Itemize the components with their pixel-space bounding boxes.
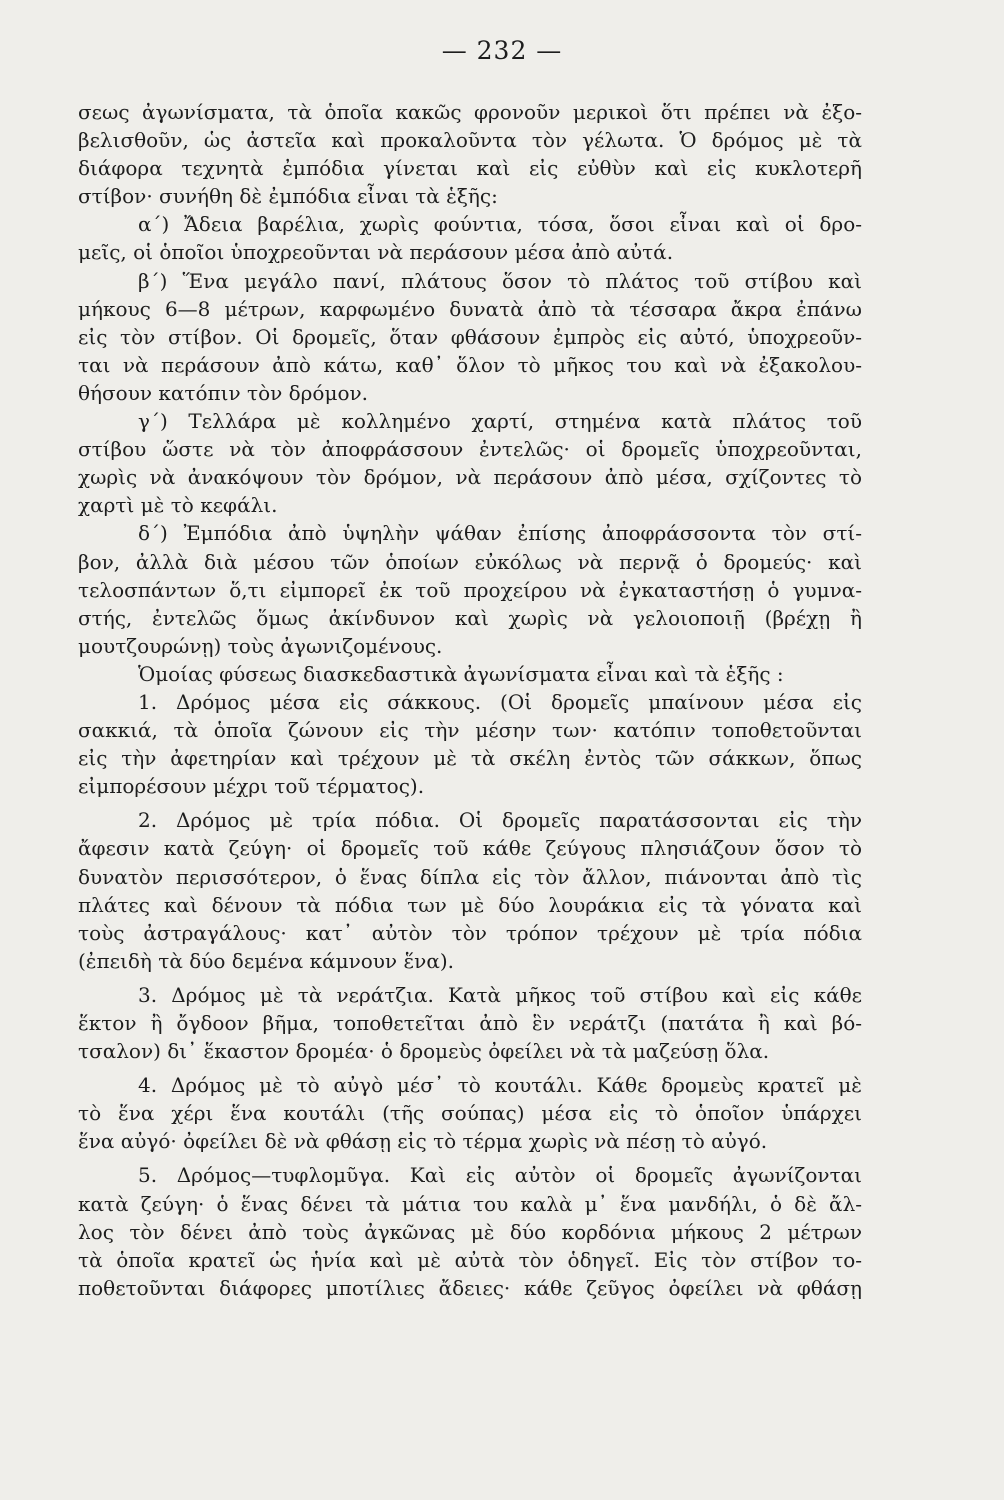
text-line: ται νὰ περάσουν ἀπὸ κάτω, καθ᾽ ὅλον τὸ μῆκος του καὶ νὰ ἐξακολου- <box>78 352 862 377</box>
text-line: στίβον· συνήθη δὲ ἐμπόδια εἶναι τὰ ἑξῆς: <box>78 184 498 209</box>
text-line: εἰς τὸν στίβον. Οἱ δρομεῖς, ὅταν φθάσουν ἐμπρὸς εἰς αὐτό, ὑποχρεοῦν- <box>78 324 862 349</box>
text-line: στής, ἐντελῶς ὅμως ἀκίνδυνον καὶ χωρὶς νὰ γελοιοποιῇ (βρέχῃ ἢ <box>78 605 862 630</box>
text-line: τσαλον) δι᾽ ἕκαστον δρομέα· ὁ δρομεὺς ὀφείλει νὰ τὰ μαζεύσῃ ὅλα. <box>78 1039 770 1064</box>
text-line: δ΄) Ἐμπόδια ἀπὸ ὑψηλὴν ψάθαν ἐπίσης ἀποφράσσοντα τὸν στί- <box>138 521 862 546</box>
text-line: σακκιά, τὰ ὁποῖα ζώνουν εἰς τὴν μέσην των· κατόπιν τοποθετοῦνται <box>78 718 862 743</box>
text-line: 3. Δρόμος μὲ τὰ νεράτζια. Κατὰ μῆκος τοῦ στίβου καὶ εἰς κάθε <box>138 982 862 1007</box>
text-line: μεῖς, οἱ ὁποῖοι ὑποχρεοῦνται νὰ περάσουν μέσα ἀπὸ αὐτά. <box>78 240 674 265</box>
text-line: 4. Δρόμος μὲ τὸ αὐγὸ μέσ᾽ τὸ κουτάλι. Κάθε δρομεὺς κρατεῖ μὲ <box>138 1073 862 1098</box>
text-line: (ἐπειδὴ τὰ δύο δεμένα κάμνουν ἕνα). <box>78 948 455 973</box>
text-line: δυνατὸν περισσότερον, ὁ ἕνας δίπλα εἰς τὸν ἄλλον, πιάνονται ἀπὸ τὶς <box>78 864 862 889</box>
text-line: κατὰ ζεύγη· ὁ ἕνας δένει τὰ μάτια του καλὰ μ᾽ ἕνα μανδήλι, ὁ δὲ ἄλ- <box>78 1191 862 1216</box>
text-line: θήσουν κατόπιν τὸν δρόμον. <box>78 380 369 405</box>
text-line: ἕνα αὐγό· ὀφείλει δὲ νὰ φθάσῃ εἰς τὸ τέρμα χωρὶς νὰ πέσῃ τὸ αὐγό. <box>78 1129 768 1154</box>
text-line: ἕκτον ἢ ὄγδοον βῆμα, τοποθετεῖται ἀπὸ ἓν νεράτζι (πατάτα ἢ καὶ βό- <box>78 1011 862 1035</box>
text-line: ἄφεσιν κατὰ ζεύγη· οἱ δρομεῖς τοῦ κάθε ζεύγους πλησιάζουν ὅσον τὸ <box>78 836 862 861</box>
text-line: μήκους 6—8 μέτρων, καρφωμένο δυνατὰ ἀπὸ τὰ τέσσαρα ἄκρα ἐπάνω <box>78 296 862 321</box>
text-line: α΄) Ἄδεια βαρέλια, χωρὶς φούντια, τόσα, ὅσοι εἶναι καὶ οἱ δρο- <box>138 212 862 237</box>
text-line: γ΄) Τελλάρα μὲ κολλημένο χαρτί, στημένα κατὰ πλάτος τοῦ <box>138 409 862 434</box>
text-line: Ὁμοίας φύσεως διασκεδαστικὰ ἀγωνίσματα εἶναι καὶ τὰ ἑξῆς : <box>138 661 784 686</box>
text-line: τοὺς ἀστραγάλους· κατ᾽ αὐτὸν τὸν τρόπον τρέχουν μὲ τρία πόδια <box>78 920 862 945</box>
page-number: — 232 — <box>441 36 563 65</box>
text-line: βον, ἀλλὰ διὰ μέσου τῶν ὁποίων εὐκόλως νὰ περνᾷ ὁ δρομεύς· καὶ <box>78 549 862 574</box>
text-line: διάφορα τεχνητὰ ἐμπόδια γίνεται καὶ εἰς εὐθὺν καὶ εἰς κυκλοτερῆ <box>78 156 862 181</box>
text-line: χωρὶς νὰ ἀνακόψουν τὸν δρόμον, νὰ περάσουν ἀπὸ μέσα, σχίζοντες τὸ <box>78 465 862 490</box>
text-line: β΄) Ἕνα μεγάλο πανί, πλάτους ὅσον τὸ πλάτος τοῦ στίβου καὶ <box>138 268 862 293</box>
text-line: ποθετοῦνται διάφορες μποτίλιες ἄδειες· κάθε ζεῦγος ὀφείλει νὰ φθάσῃ <box>78 1275 862 1300</box>
text-line: πλάτες καὶ δένουν τὰ πόδια των μὲ δύο λουράκια εἰς τὰ γόνατα καὶ <box>78 892 862 917</box>
text-line: 2. Δρόμος μὲ τρία πόδια. Οἱ δρομεῖς παρατάσσονται εἰς τὴν <box>138 808 862 833</box>
text-line: σεως ἀγωνίσματα, τὰ ὁποῖα κακῶς φρονοῦν μερικοὶ ὅτι πρέπει νὰ ἐξο- <box>78 100 862 124</box>
text-line: 5. Δρόμος—τυφλομῦγα. Καὶ εἰς αὐτὸν οἱ δρομεῖς ἀγωνίζονται <box>138 1163 862 1188</box>
text-line: τὰ ὁποῖα κρατεῖ ὡς ἡνία καὶ μὲ αὐτὰ τὸν ὁδηγεῖ. Εἰς τὸν στίβον το- <box>78 1247 862 1272</box>
text-line: εἰμπορέσουν μέχρι τοῦ τέρματος). <box>78 774 425 799</box>
text-line: μουτζουρώνῃ) τοὺς ἀγωνιζομένους. <box>78 633 443 658</box>
text-line: βελισθοῦν, ὡς ἀστεῖα καὶ προκαλοῦντα τὸν γέλωτα. Ὁ δρόμος μὲ τὰ <box>78 128 862 153</box>
body-text <box>78 98 862 1302</box>
text-line: στίβου ὥστε νὰ τὸν ἀποφράσσουν ἐντελῶς· οἱ δρομεῖς ὑποχρεοῦνται, <box>78 437 862 462</box>
text-line: χαρτὶ μὲ τὸ κεφάλι. <box>78 493 278 518</box>
text-line: 1. Δρόμος μέσα εἰς σάκκους. (Οἱ δρομεῖς μπαίνουν μέσα εἰς <box>138 689 862 714</box>
text-line: λος τὸν δένει ἀπὸ τοὺς ἀγκῶνας μὲ δύο κορδόνια μήκους 2 μέτρων <box>78 1219 862 1244</box>
text-line: τὸ ἕνα χέρι ἕνα κουτάλι (τῆς σούπας) μέσα εἰς τὸ ὁποῖον ὑπάρχει <box>78 1101 862 1126</box>
text-line: τελοσπάντων ὅ,τι εἰμπορεῖ ἐκ τοῦ προχείρου νὰ ἐγκαταστήσῃ ὁ γυμνα- <box>78 577 862 602</box>
text-line: εἰς τὴν ἀφετηρίαν καὶ τρέχουν μὲ τὰ σκέλη ἐντὸς τῶν σάκκων, ὅπως <box>78 746 862 771</box>
